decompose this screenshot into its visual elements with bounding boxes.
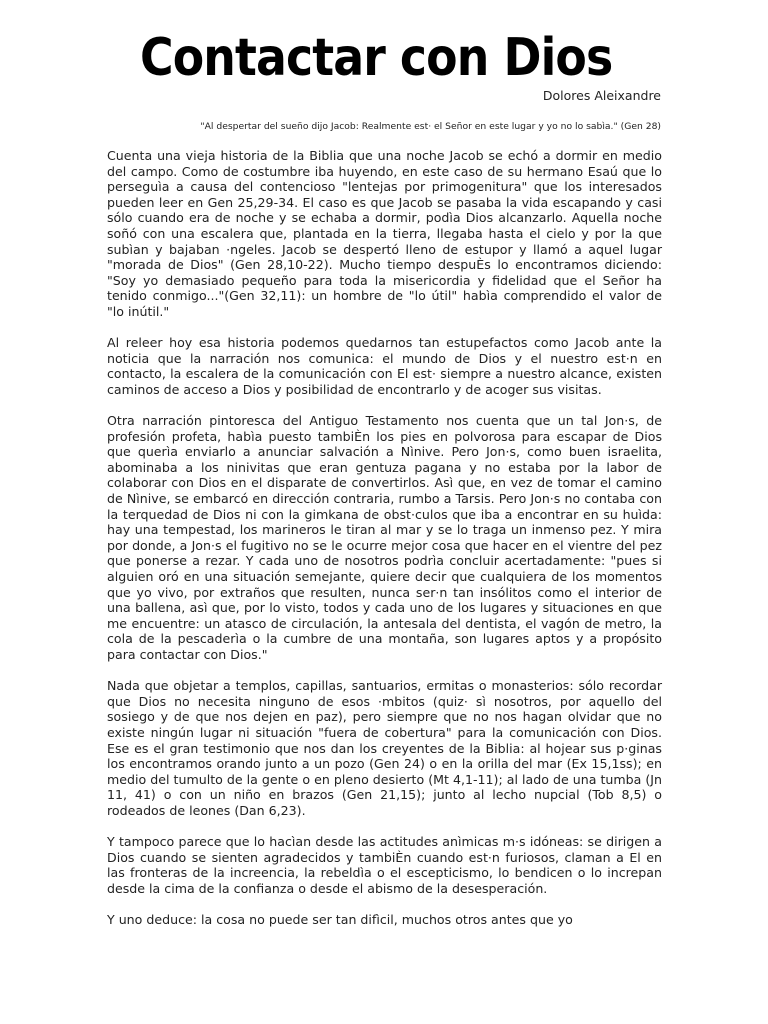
epigraph-quote: "Al despertar del sueño dijo Jacob: Realmente est· el Señor en este lugar y yo no lo sabìa." (Gen 28)	[200, 121, 661, 132]
paragraph: Y tampoco parece que lo hacìan desde las actitudes anìmicas m·s idóneas: se dirigen a Dios cuando se sienten agradecidos y tambiÈn cuando est·n furiosos, claman a El en las fronteras de la increencia, la rebeldìa o el escepticismo, lo bendicen o lo increpan desde la cima de la confianza o desde el abismo de la desesperación.	[107, 834, 662, 896]
paragraph: Nada que objetar a templos, capillas, santuarios, ermitas o monasterios: sólo recordar que Dios no necesita ninguno de esos ·mbitos (quiz· sì nosotros, por aquello del sosiego y de que nos dejen en paz), pero siempre que no nos hagan olvidar que no existe ningún lugar ni situación "fuera de cobertura" para la comunicación con Dios. Ese es el gran testimonio que nos dan los creyentes de la Biblia: al hojear sus p·ginas los encontramos orando junto a un pozo (Gen 24) o en la orilla del mar (Ex 15,1ss); en medio del tumulto de la gente o en pleno desierto (Mt 4,1-11); al lado de una tumba (Jn 11, 41) o con un niño en brazos (Gen 21,15); junto al lecho nupcial (Tob 8,5) o rodeados de leones (Dan 6,23).	[107, 678, 662, 818]
document-title: Contactar con Dios	[140, 28, 613, 88]
paragraph: Al releer hoy esa historia podemos quedarnos tan estupefactos como Jacob ante la noticia que la narración nos comunica: el mundo de Dios y el nuestro est·n en contacto, la escalera de la comunicación con El est· siempre a nuestro alcance, existen caminos de acceso a Dios y posibilidad de encontrarlo y de acoger sus visitas.	[107, 335, 662, 397]
paragraph: Y uno deduce: la cosa no puede ser tan difìcil, muchos otros antes que yo	[107, 912, 573, 928]
paragraph: Otra narración pintoresca del Antiguo Testamento nos cuenta que un tal Jon·s, de profesión profeta, habìa puesto tambiÈn los pies en polvorosa para escapar de Dios que querìa enviarlo a anunciar salvación a Nìnive. Pero Jon·s, como buen israelita, abominaba a los ninivitas que eran gentuza pagana y no estaba por la labor de colaborar con Dios en el disparate de convertirlos. Asì que, en vez de tomar el camino de Nìnive, se embarcó en dirección contraria, rumbo a Tarsis. Pero Jon·s no contaba con la terquedad de Dios ni con la gimkana de obst·culos que iba a encontrar en su huìda: hay una tempestad, los marineros le tiran al mar y se lo traga un inmenso pez. Y mira por donde, a Jon·s el fugitivo no se le ocurre mejor cosa que hacer en el vientre del pez que ponerse a rezar. Y cada uno de nosotros podrìa concluir acertadamente: "pues si alguien oró en una situación semejante, quiere decir que cualquiera de los momentos que yo vivo, por extraños que resulten, nunca ser·n tan insólitos como el interior de una ballena, asì que, por lo visto, todos y cada uno de los lugares y situaciones en que me encuentre: un atasco de circulación, la antesala del dentista, el vagón de metro, la cola de la pescaderìa o la cumbre de una montaña, son lugares aptos y a propósito para contactar con Dios."	[107, 413, 662, 662]
paragraph: Cuenta una vieja historia de la Biblia que una noche Jacob se echó a dormir en medio del campo. Como de costumbre iba huyendo, en este caso de su hermano Esaú que lo perseguìa a causa del contencioso "lentejas por primogenitura" que los interesados pueden leer en Gen 25,29-34. El caso es que Jacob se pasaba la vida escapando y casi sólo cuando era de noche y se echaba a dormir, podìa Dios alcanzarlo. Aquella noche soñó con una escalera que, plantada en la tierra, llegaba hasta el cielo y por la que subìan y bajaban ·ngeles. Jacob se despertó lleno de estupor y llamó a aquel lugar "morada de Dios" (Gen 28,10-22). Mucho tiempo despuÈs lo encontramos diciendo: "Soy yo demasiado pequeño para toda la misericordia y fidelidad que el Señor ha tenido conmigo..."(Gen 32,11): un hombre de "lo útil" habìa comprendido el valor de "lo inútil."	[107, 148, 662, 319]
author-name: Dolores Aleixandre	[542, 88, 661, 103]
article-body	[107, 148, 662, 943]
